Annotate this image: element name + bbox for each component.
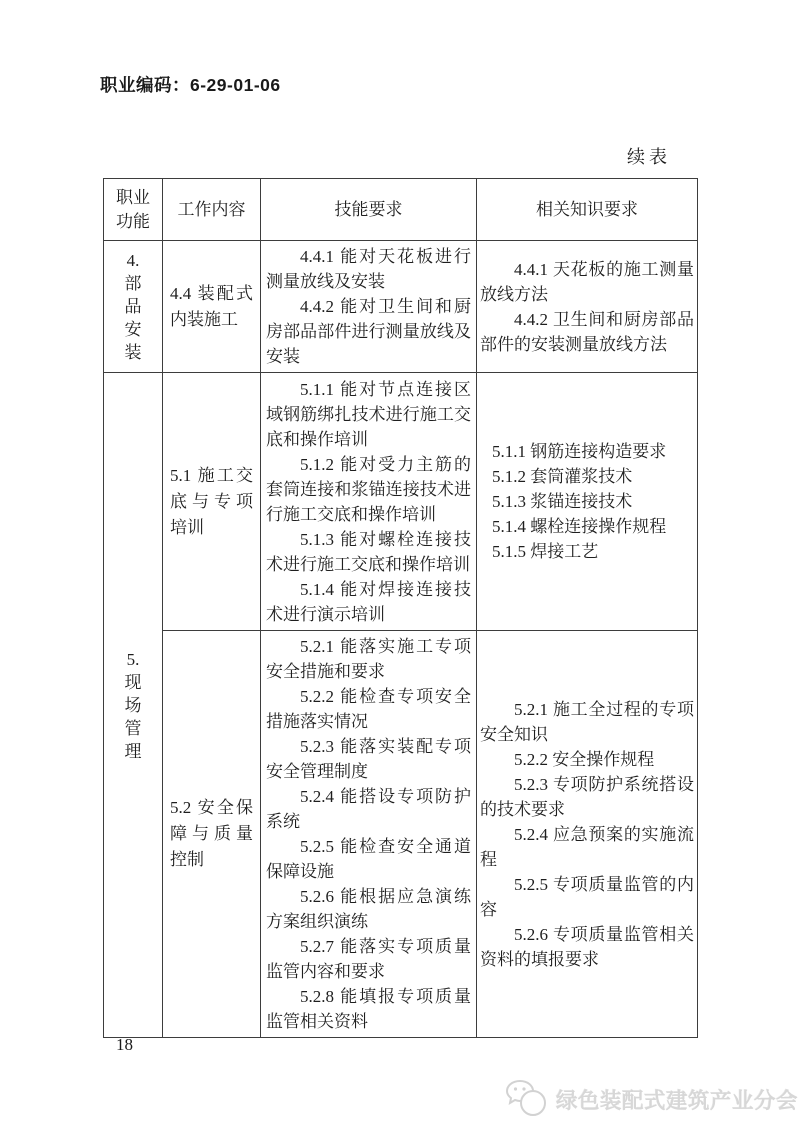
text-line: 现 [124,672,142,692]
header-knowledge: 相关知识要求 [477,179,698,241]
knowledge-cell-4-4 [477,241,698,373]
text-line: 部 [124,274,142,293]
function-cell-site-management [104,373,163,1038]
text-line: 5. [126,649,140,669]
work-content-cell-4-4: 4.4 装配式内装施工 [163,241,261,373]
header-skills: 技能要求 [261,179,477,241]
header-function: 职业功能 [104,179,163,241]
text-line: 理 [124,741,142,761]
text-line: 5.1.3 浆锚连接技术 [492,492,633,511]
skills-cell-5-1 [261,373,477,631]
text-line: 4.4.1 能对天花板进行测量放线及安装 [266,247,471,291]
text-line: 4.4.1 天花板的施工测量放线方法 [480,259,694,304]
text-line: 5.1.1 能对节点连接区域钢筋绑扎技术进行施工交底和操作培训 [266,379,471,449]
skills-cell-5-2 [261,631,477,1038]
knowledge-cell-5-2 [477,631,698,1038]
text-line: 5.1.3 能对螺栓连接技术进行施工交底和操作培训 [266,529,471,574]
text-line: 5.2.4 能搭设专项防护系统 [266,787,471,831]
text-line: 管 [124,718,142,738]
text-line: 场 [124,695,142,715]
text-line: 5.2.1 施工全过程的专项安全知识 [480,699,694,744]
text-line: 5.1.2 套筒灌浆技术 [492,467,633,486]
skills-cell-4-4 [261,241,477,373]
occupational-standard-table [103,178,698,1038]
text-line: 5.2.2 安全操作规程 [514,749,655,769]
text-line: 品 [124,297,142,316]
work-content-cell-5-2: 5.2 安全保障与质量控制 [163,631,261,1038]
table-header-row [104,179,698,241]
text-line: 4. [126,251,140,270]
table-row-5-1 [104,373,698,631]
text-line: 5.1.1 钢筋连接构造要求 [492,442,667,461]
table-row-5-2 [104,631,698,1038]
text-line: 安 [124,320,142,339]
page-number: 18 [116,1035,133,1054]
text-line: 5.2.6 专项质量监管相关资料的填报要求 [480,924,694,969]
watermark-text: 绿色装配式建筑产业分会 [555,1088,798,1113]
occupation-code-label: 职业编码：6-29-01-06 [100,75,281,95]
text-line: 5.2.3 能落实装配专项安全管理制度 [266,737,471,781]
text-line: 5.2.3 专项防护系统搭设的技术要求 [480,774,694,819]
text-line: 4.4.2 能对卫生间和厨房部品部件进行测量放线及安装 [266,297,471,366]
knowledge-cell-5-1 [477,373,698,631]
text-line: 5.2.5 能检查安全通道保障设施 [266,837,471,881]
text-line: 5.1.2 能对受力主筋的套筒连接和浆锚连接技术进行施工交底和操作培训 [266,454,471,524]
text-line: 5.2.2 能检查专项安全措施落实情况 [266,687,471,731]
text-line: 5.1.4 螺栓连接操作规程 [492,517,667,536]
footer-watermark [504,1078,798,1120]
text-line: 5.2.6 能根据应急演练方案组织演练 [266,887,471,931]
text-line: 5.2.4 应急预案的实施流程 [480,824,694,869]
text-line: 5.2.5 专项质量监管的内容 [480,874,694,919]
text-line: 4.4.2 卫生间和厨房部品部件的安装测量放线方法 [480,309,694,354]
text-line: 5.2.1 能落实施工专项安全措施和要求 [266,637,471,681]
work-content-cell-5-1: 5.1 施工交底与专项培训 [163,373,261,631]
text-line: 5.2.8 能填报专项质量监管相关资料 [266,987,471,1031]
text-line: 5.2.7 能落实专项质量监管内容和要求 [266,937,471,981]
text-line: 5.1.4 能对焊接连接技术进行演示培训 [266,579,471,624]
text-line: 装 [124,343,142,362]
header-work-content: 工作内容 [163,179,261,241]
chat-bubbles-icon [504,1078,550,1120]
text-line: 5.1.5 焊接工艺 [492,542,599,561]
continued-table-label: 续表 [627,147,671,167]
function-cell-component-installation [104,241,163,373]
table-row-4-4 [104,241,698,373]
